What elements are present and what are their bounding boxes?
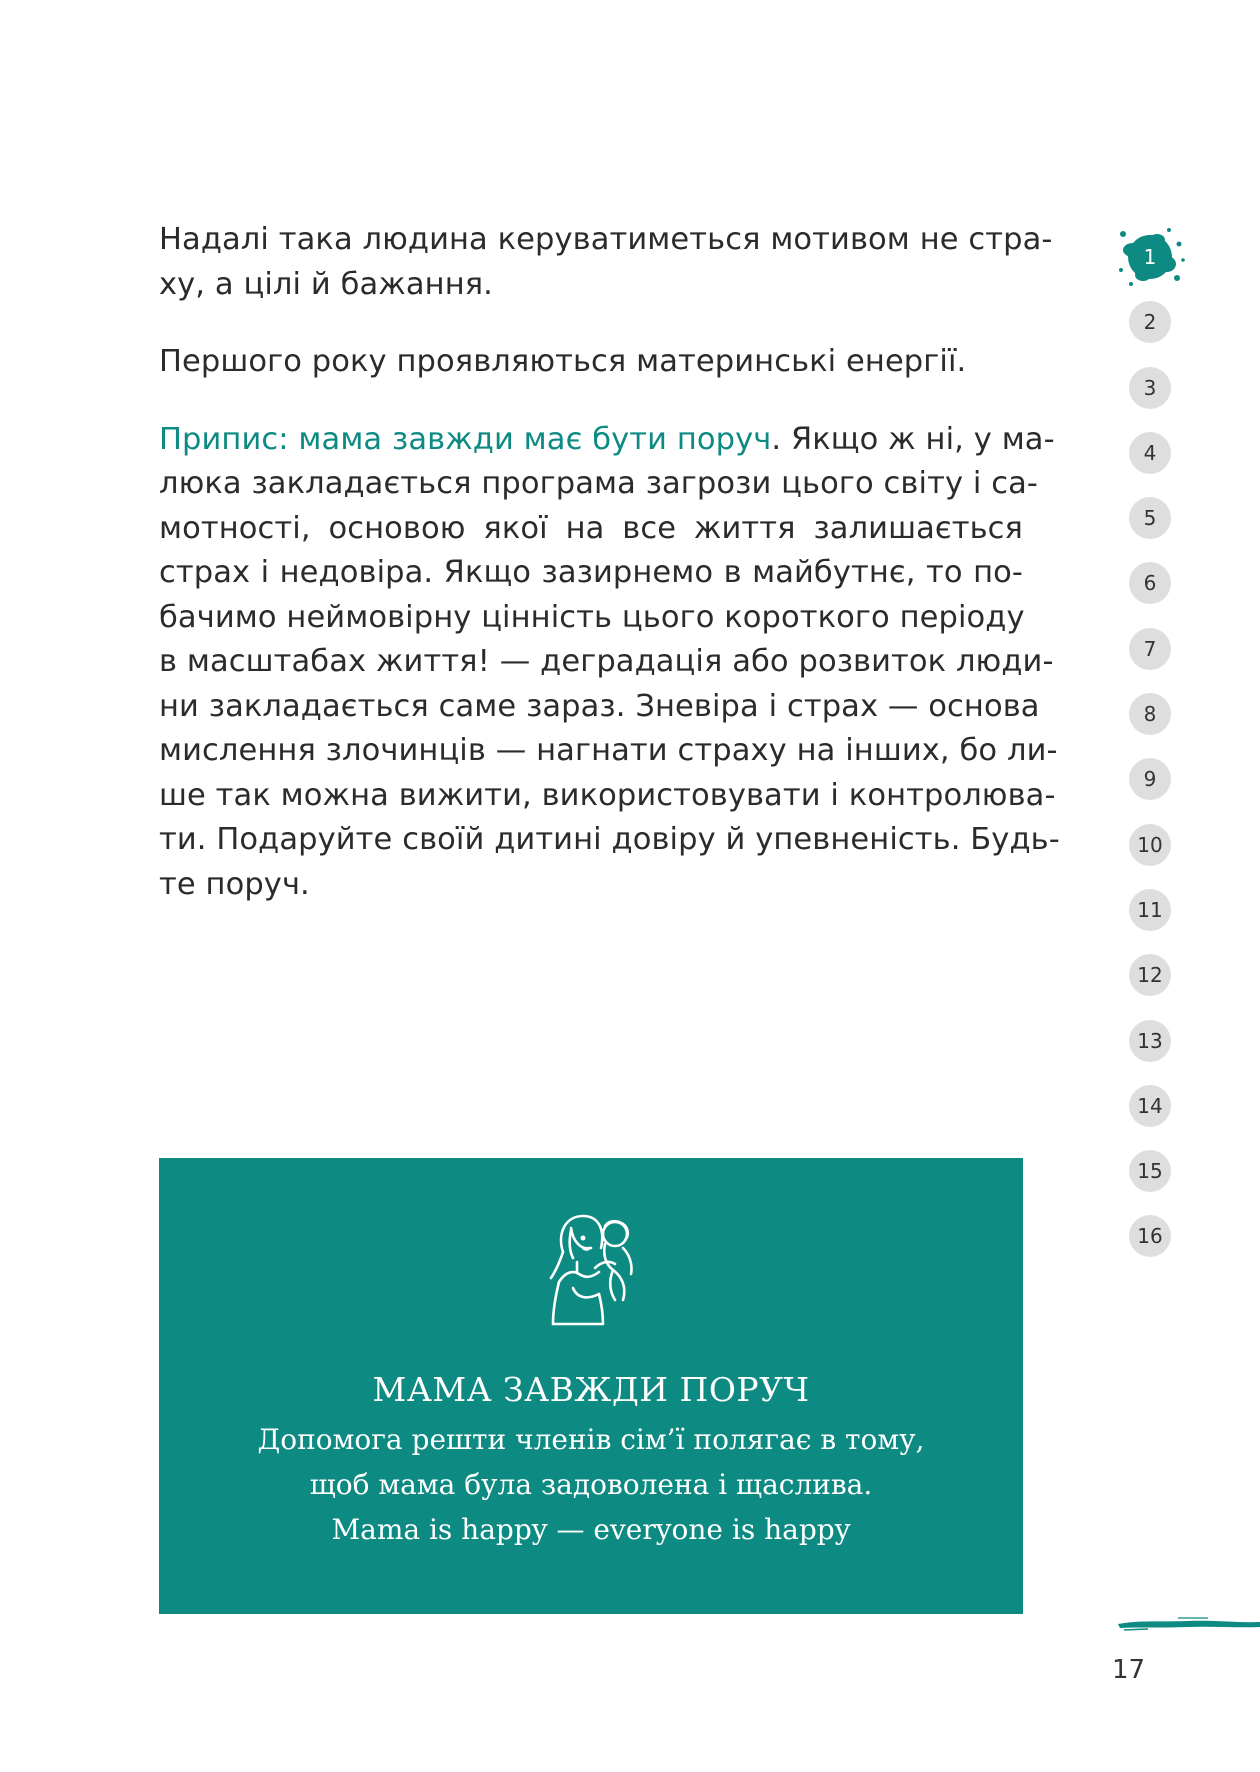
page-number: 17 [1112, 1655, 1146, 1685]
paragraph-2 [159, 340, 1023, 385]
chapter-nav [1129, 236, 1171, 1281]
chapter-nav-label: 12 [1137, 963, 1163, 988]
chapter-nav-label: 2 [1143, 310, 1157, 335]
paragraph-1 [159, 218, 1053, 307]
chapter-nav-label: 7 [1143, 636, 1157, 661]
banner-text-line: Допомога решти членів сім’ї полягає в тому, [257, 1423, 925, 1456]
chapter-nav-label: 8 [1143, 702, 1157, 727]
chapter-nav-label: 11 [1137, 897, 1163, 922]
text-fragment: . Якщо ж ні, у ма- [771, 421, 1055, 457]
text-line: ху, а цілі й бажання. [159, 266, 493, 302]
text-line: мислення злочинців — нагнати страху на інших, бо ли- [159, 733, 1058, 768]
chapter-nav-item-16[interactable] [1129, 1215, 1171, 1257]
chapter-nav-item-12[interactable] [1129, 954, 1171, 996]
text-line: ти. Подаруйте своїй дитині довіру й упевненість. Будь- [159, 822, 1060, 857]
chapter-nav-item-10[interactable] [1129, 824, 1171, 866]
chapter-nav-label: 5 [1143, 506, 1157, 531]
chapter-nav-label: 10 [1137, 832, 1163, 857]
chapter-nav-label: 4 [1143, 440, 1157, 465]
chapter-nav-item-5[interactable] [1129, 497, 1171, 539]
chapter-nav-item-11[interactable] [1129, 889, 1171, 931]
chapter-nav-item-4[interactable] [1129, 432, 1171, 474]
paragraph-3 [159, 418, 1060, 908]
chapter-nav-item-9[interactable] [1129, 758, 1171, 800]
chapter-nav-label: 16 [1137, 1224, 1163, 1249]
chapter-nav-item-2[interactable] [1129, 301, 1171, 343]
chapter-nav-label: 14 [1137, 1093, 1163, 1118]
banner-title: МАМА ЗАВЖДИ ПОРУЧ [372, 1370, 810, 1409]
chapter-nav-item-14[interactable] [1129, 1085, 1171, 1127]
chapter-nav-label: 6 [1143, 571, 1157, 596]
chapter-nav-item-15[interactable] [1129, 1150, 1171, 1192]
text-line: мотності, основою якої на все життя залишається [159, 510, 1023, 546]
chapter-nav-item-8[interactable] [1129, 693, 1171, 735]
text-line: бачимо неймовірну цінність цього короткого періоду [159, 599, 1025, 635]
chapter-nav-item-7[interactable] [1129, 628, 1171, 670]
chapter-nav-label: 9 [1143, 767, 1157, 792]
body-text [159, 218, 1060, 940]
chapter-nav-item-3[interactable] [1129, 367, 1171, 409]
chapter-nav-label: 3 [1143, 375, 1157, 400]
chapter-nav-item-6[interactable] [1129, 562, 1171, 604]
text-line: ни закладається саме зараз. Зневіра і страх — основа [159, 688, 1040, 724]
text-line: те поруч. [159, 866, 310, 902]
text-line: Першого року проявляються материнські енергії. [159, 344, 967, 379]
chapter-nav-item-13[interactable] [1129, 1020, 1171, 1062]
chapter-nav-label: 15 [1137, 1159, 1163, 1184]
highlight-banner [159, 1158, 1023, 1614]
text-line: в масштабах життя! — деградація або розвиток люди- [159, 644, 1054, 679]
text-line: Надалі така людина керуватиметься мотивом не стра- [159, 222, 1053, 257]
text-line: страх і недовіра. Якщо зазирнемо в майбутнє, то по- [159, 555, 1023, 590]
chapter-nav-item-1[interactable] [1129, 236, 1171, 278]
text-line: ше так можна вижити, використовувати і контролюва- [159, 777, 1056, 813]
chapter-nav-label: 13 [1137, 1028, 1163, 1053]
highlighted-prescription: Припис: мама завжди має бути поруч [159, 421, 772, 457]
chapter-nav-label: 1 [1143, 245, 1157, 269]
banner-text-line: Mama is happy — everyone is happy [331, 1513, 851, 1546]
text-line: люка закладається програма загрози цього світу і са- [159, 466, 1039, 501]
mother-holding-child-icon [543, 1208, 639, 1328]
text-line [159, 418, 1055, 463]
banner-text-line: щоб мама була задоволена і щаслива. [309, 1468, 873, 1501]
brush-stroke-decoration [1118, 1614, 1260, 1634]
